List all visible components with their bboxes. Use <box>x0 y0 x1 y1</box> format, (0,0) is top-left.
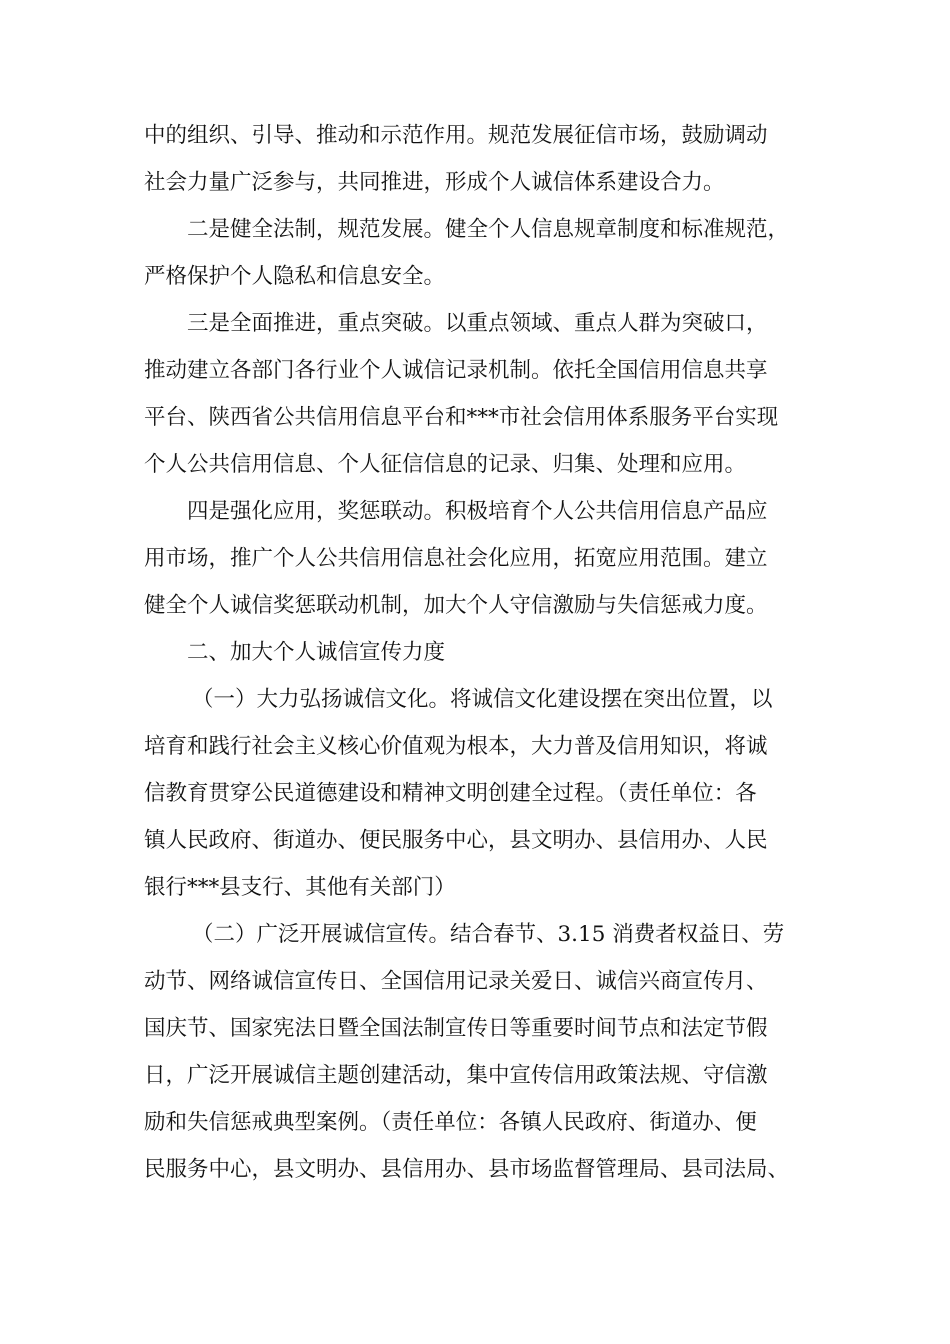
body-line: 二是健全法制，规范发展。健全个人信息规章制度和标准规范， <box>187 217 790 242</box>
body-line: （一）大力弘扬诚信文化。将诚信文化建设摆在突出位置，以 <box>192 687 773 712</box>
body-line: 银行***县支行、其他有关部门） <box>144 875 456 900</box>
body-line: 国庆节、国家宪法日暨全国法制宣传日等重要时间节点和法定节假 <box>144 1016 768 1041</box>
document-body <box>144 112 834 1193</box>
body-line: 励和失信惩戒典型案例。（责任单位：各镇人民政府、街道办、便 <box>144 1110 757 1135</box>
body-line: 动节、网络诚信宣传日、全国信用记录关爱日、诚信兴商宣传月、 <box>144 969 768 994</box>
body-line: 健全个人诚信奖惩联动机制，加大个人守信激励与失信惩戒力度。 <box>144 593 768 618</box>
body-line: 严格保护个人隐私和信息安全。 <box>144 264 446 289</box>
section-heading: 二、加大个人诚信宣传力度 <box>187 640 446 665</box>
body-line: 信教育贯穿公民道德建设和精神文明创建全过程。（责任单位：各 <box>144 781 757 806</box>
body-line: 三是全面推进，重点突破。以重点领域、重点人群为突破口， <box>187 311 768 336</box>
body-line: 四是强化应用，奖惩联动。积极培育个人公共信用信息产品应 <box>187 499 768 524</box>
body-line: 个人公共信用信息、个人征信信息的记录、归集、处理和应用。 <box>144 452 747 477</box>
body-line: 民服务中心，县文明办、县信用办、县市场监督管理局、县司法局、 <box>144 1157 790 1182</box>
body-line: 推动建立各部门各行业个人诚信记录机制。依托全国信用信息共享 <box>144 358 768 383</box>
body-line: （二）广泛开展诚信宣传。结合春节、3.15 消费者权益日、劳 <box>192 922 785 947</box>
body-line: 用市场，推广个人公共信用信息社会化应用，拓宽应用范围。建立 <box>144 546 768 571</box>
body-line: 镇人民政府、街道办、便民服务中心，县文明办、县信用办、人民 <box>144 828 768 853</box>
body-line: 中的组织、引导、推动和示范作用。规范发展征信市场，鼓励调动 <box>144 123 768 148</box>
body-line: 平台、陕西省公共信用信息平台和***市社会信用体系服务平台实现 <box>144 405 779 430</box>
body-line: 社会力量广泛参与，共同推进，形成个人诚信体系建设合力。 <box>144 170 725 195</box>
body-line: 日，广泛开展诚信主题创建活动，集中宣传信用政策法规、守信激 <box>144 1063 768 1088</box>
body-line: 培育和践行社会主义核心价值观为根本，大力普及信用知识，将诚 <box>144 734 768 759</box>
